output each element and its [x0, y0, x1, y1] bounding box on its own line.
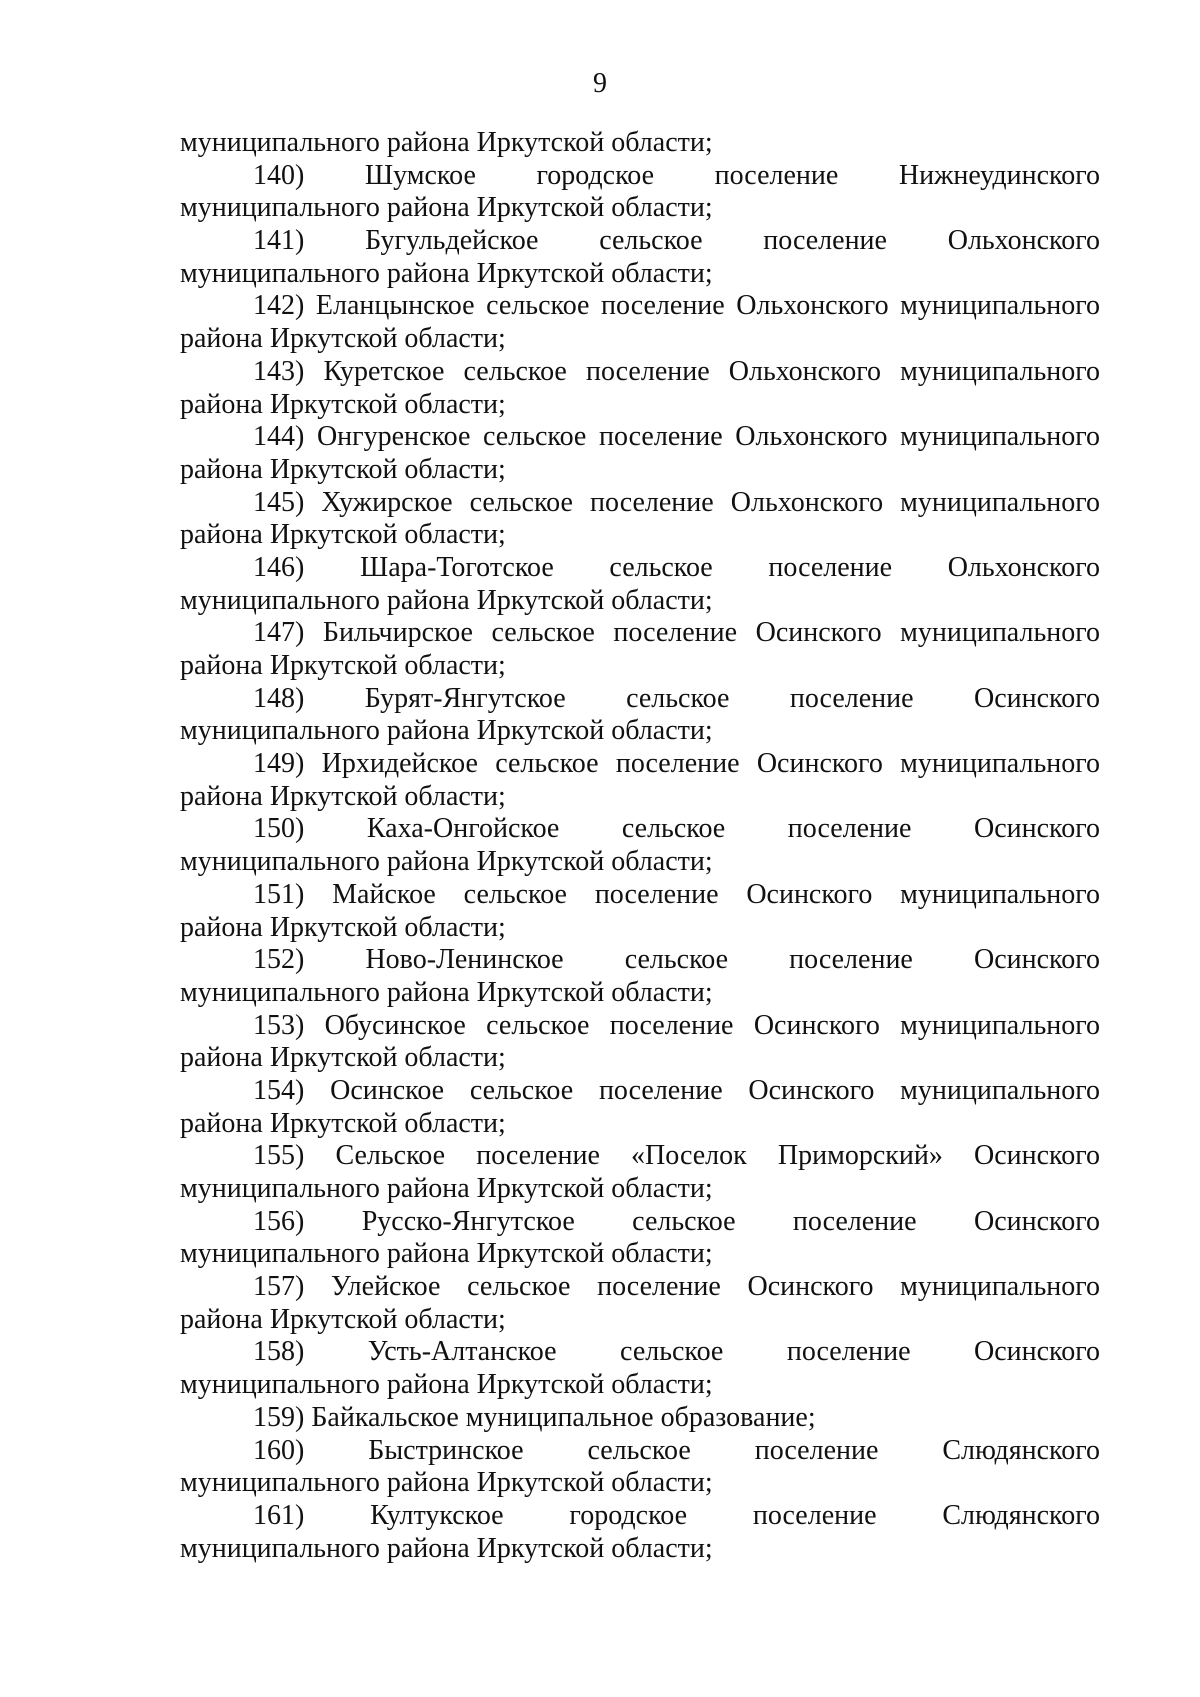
- list-item-continuation-line: района Иркутской области;: [180, 911, 506, 943]
- list-item-start-line: 147) Бильчирское сельское поселение Осинского муниципального: [253, 617, 1100, 649]
- list-item-continuation-line: муниципального района Иркутской области;: [180, 127, 713, 158]
- list-item-start-line: 149) Ирхидейское сельское поселение Осинского муниципального: [253, 748, 1100, 780]
- list-item-continuation-line: района Иркутской области;: [180, 388, 506, 420]
- list-item-continuation-line: муниципального района Иркутской области;: [180, 192, 713, 224]
- list-item-continuation-line: района Иркутской области;: [180, 1303, 506, 1335]
- list-item-continuation-line: района Иркутской области;: [180, 453, 506, 485]
- list-item-start-line: 150) Каха-Онгойское сельское поселение Осинского: [253, 813, 1100, 845]
- list-item-continuation-line: муниципального района Иркутской области;: [180, 846, 713, 878]
- list-item-continuation-line: района Иркутской области;: [180, 323, 506, 355]
- list-item-continuation-line: района Иркутской области;: [180, 780, 506, 812]
- list-item-continuation-line: района Иркутской области;: [180, 519, 506, 551]
- list-item-continuation-line: района Иркутской области;: [180, 650, 506, 681]
- list-item-continuation-line: муниципального района Иркутской области;: [180, 1238, 713, 1270]
- list-item-start-line: 144) Онгуренское сельское поселение Ольхонского муниципального: [253, 421, 1100, 453]
- list-item-start-line: 141) Бугульдейское сельское поселение Ольхонского: [253, 225, 1100, 257]
- list-item-start-line: 157) Улейское сельское поселение Осинского муниципального: [253, 1271, 1100, 1303]
- list-item-continuation-line: муниципального района Иркутской области;: [180, 1173, 713, 1204]
- list-item-start-line: 161) Култукское городское поселение Слюдянского: [253, 1499, 1100, 1531]
- list-item-continuation-line: муниципального района Иркутской области;: [180, 1532, 713, 1564]
- list-item-start-line: 160) Быстринское сельское поселение Слюдянского: [253, 1434, 1100, 1466]
- list-item-start-line: 142) Еланцынское сельское поселение Ольхонского муниципального: [253, 290, 1100, 322]
- list-item-start-line: 140) Шумское городское поселение Нижнеудинского: [253, 159, 1100, 191]
- list-item-continuation-line: муниципального района Иркутской области;: [180, 715, 713, 747]
- page-number: 9: [593, 68, 607, 99]
- list-item-start-line: 146) Шара-Тоготское сельское поселение Ольхонского: [253, 551, 1100, 583]
- list-item-start-line: 153) Обусинское сельское поселение Осинского муниципального: [253, 1009, 1100, 1041]
- list-item-start-line: 152) Ново-Ленинское сельское поселение Осинского: [253, 944, 1100, 976]
- list-item-continuation-line: района Иркутской области;: [180, 1042, 506, 1074]
- list-item-start-line: 148) Бурят-Янгутское сельское поселение Осинского: [253, 682, 1100, 714]
- list-item-continuation-line: муниципального района Иркутской области;: [180, 976, 713, 1008]
- list-item-continuation-line: муниципального района Иркутской области;: [180, 1369, 713, 1401]
- list-item-continuation-line: муниципального района Иркутской области;: [180, 1467, 713, 1499]
- list-item-start-line: 155) Сельское поселение «Поселок Приморский» Осинского: [253, 1140, 1100, 1172]
- document-body: [180, 127, 1100, 1565]
- list-item-start-line: 151) Майское сельское поселение Осинского муниципального: [253, 878, 1100, 910]
- list-item-continuation-line: муниципального района Иркутской области;: [180, 584, 713, 616]
- list-item-continuation-line: муниципального района Иркутской области;: [180, 257, 713, 289]
- list-item-start-line: 159) Байкальское муниципальное образование;: [253, 1401, 816, 1433]
- list-item-start-line: 156) Русско-Янгутское сельское поселение Осинского: [253, 1205, 1100, 1237]
- list-item-start-line: 145) Хужирское сельское поселение Ольхонского муниципального: [253, 486, 1100, 518]
- list-item-continuation-line: района Иркутской области;: [180, 1107, 506, 1139]
- list-item-start-line: 154) Осинское сельское поселение Осинского муниципального: [253, 1074, 1100, 1106]
- list-item-start-line: 158) Усть-Алтанское сельское поселение Осинского: [253, 1336, 1100, 1368]
- list-item-start-line: 143) Куретское сельское поселение Ольхонского муниципального: [253, 355, 1100, 387]
